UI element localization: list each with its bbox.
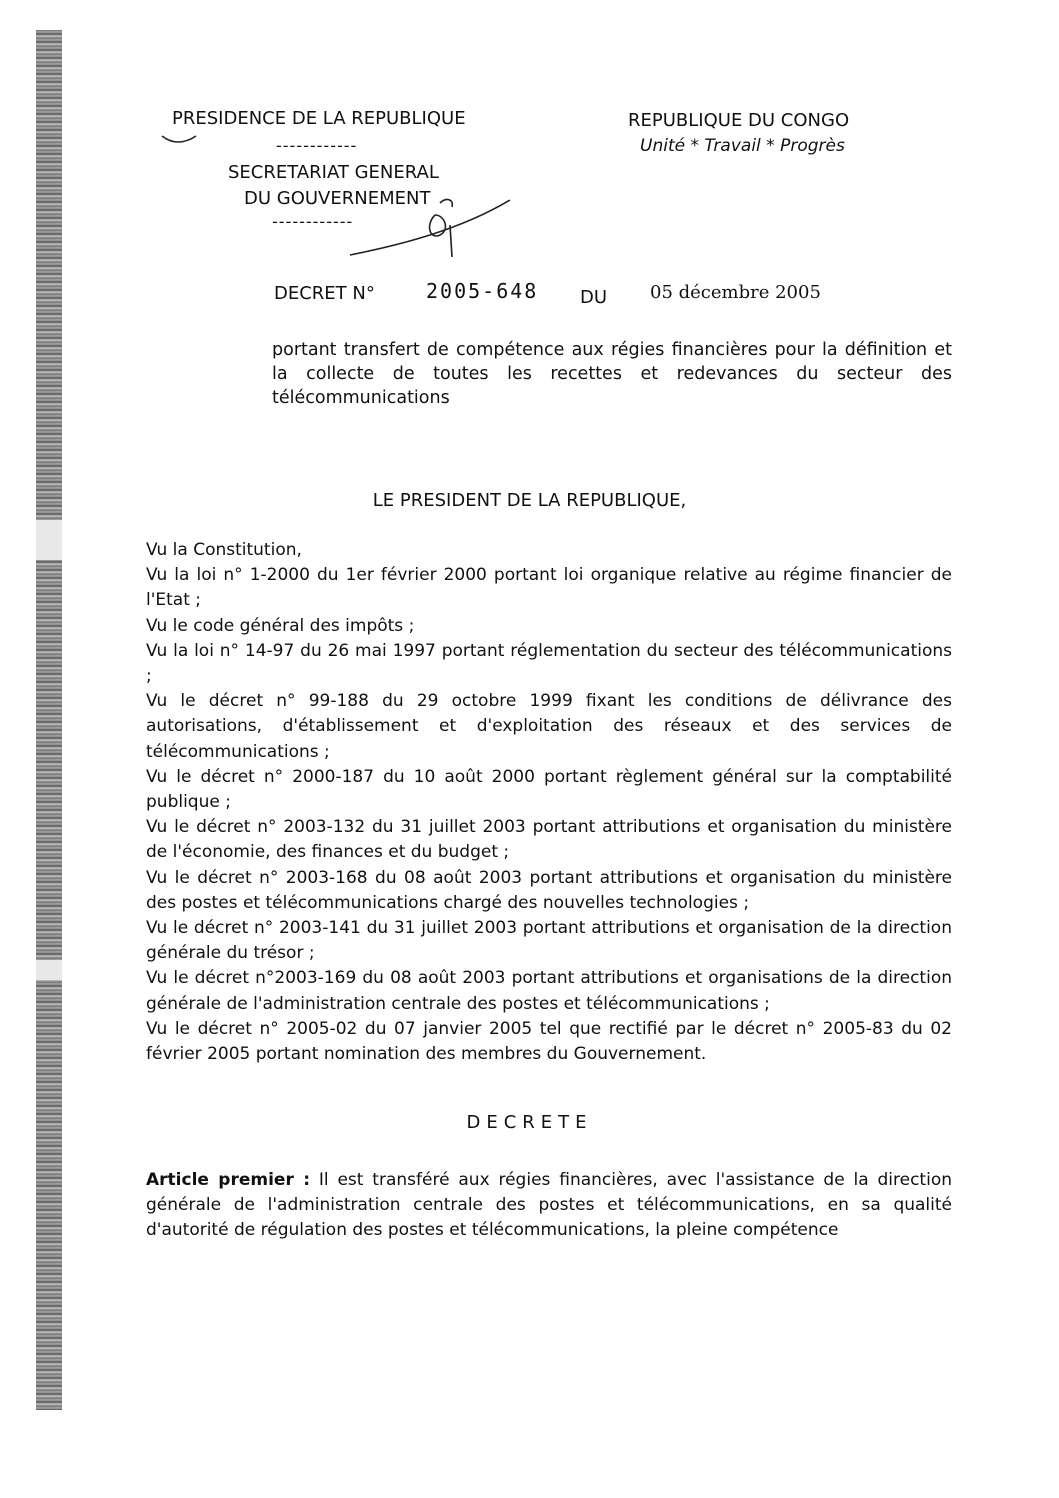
scan-edge bbox=[36, 30, 62, 1410]
decrete-heading: DECRETE bbox=[466, 1112, 593, 1133]
header-presidence: PRESIDENCE DE LA REPUBLIQUE bbox=[172, 108, 466, 129]
decree-label: DECRET N° bbox=[274, 283, 375, 304]
article-lead: Article premier : bbox=[146, 1170, 311, 1190]
article-premier bbox=[146, 1168, 952, 1244]
header-republique: REPUBLIQUE DU CONGO bbox=[628, 110, 850, 131]
scan-edge-gap bbox=[36, 520, 62, 560]
decree-date: 05 décembre 2005 bbox=[650, 282, 821, 303]
visa-item: Vu le décret n° 2005-02 du 07 janvier 2005 tel que rectifié par le décret n° 2005-83 du 02 février 2005 portant nomination des membres du Gouvernement. bbox=[146, 1018, 952, 1065]
scan-edge-gap bbox=[36, 960, 62, 980]
visa-item: Vu le décret n° 99-188 du 29 octobre 1999 fixant les conditions de délivrance des autorisations, d'établissement et d'exploitation des réseaux et des services de télécommunications ; bbox=[146, 691, 952, 762]
visa-item: Vu la Constitution, bbox=[146, 540, 302, 560]
visa-item: Vu la loi n° 14-97 du 26 mai 1997 portant réglementation du secteur des télécommunications ; bbox=[146, 640, 952, 687]
visa-item: Vu le code général des impôts ; bbox=[146, 615, 415, 636]
visa-item: Vu le décret n° 2003-168 du 08 août 2003 portant attributions et organisation du ministère des postes et télécommunications chargé des nouvelles technologies ; bbox=[146, 867, 952, 913]
header-dash-1: ------------ bbox=[276, 136, 358, 155]
header-dash-2: ------------ bbox=[272, 212, 354, 231]
handwritten-initial bbox=[340, 185, 520, 265]
visa-item: Vu le décret n° 2003-141 du 31 juillet 2003 portant attributions et organisation de la direction générale du trésor ; bbox=[146, 918, 952, 964]
article-text: Il est transféré aux régies financières, avec l'assistance de la direction générale de l'administration centrale des postes et télécommunications, en sa qualité d'autorité de régulation des postes et télécommunications, la pleine compétence bbox=[146, 1170, 953, 1241]
president-heading: LE PRESIDENT DE LA REPUBLIQUE, bbox=[372, 490, 687, 511]
visa-item: Vu le décret n°2003-169 du 08 août 2003 portant attributions et organisations de la direction générale de l'administration centrale des postes et télécommunications ; bbox=[146, 968, 952, 1014]
header-motto: Unité * Travail * Progrès bbox=[640, 136, 845, 156]
pen-mark bbox=[160, 132, 200, 146]
visa-item: Vu la loi n° 1-2000 du 1er février 2000 portant loi organique relative au régime financier de l'Etat ; bbox=[146, 565, 952, 611]
header-secretariat: SECRETARIAT GENERAL bbox=[228, 162, 439, 183]
decree-number: 2005-648 bbox=[426, 279, 539, 303]
header-gouvernement: DU GOUVERNEMENT bbox=[244, 188, 431, 209]
visa-item: Vu le décret n° 2003-132 du 31 juillet 2003 portant attributions et organisation du ministère de l'économie, des finances et du budget ; bbox=[146, 817, 952, 863]
decree-subject: portant transfert de compétence aux régies financières pour la définition et la collecte de toutes les recettes et redevances du secteur des télécommunications bbox=[272, 340, 952, 408]
decree-du: DU bbox=[580, 287, 608, 308]
visa-item: Vu le décret n° 2000-187 du 10 août 2000 portant règlement général sur la comptabilité publique ; bbox=[146, 766, 952, 813]
visas-list bbox=[146, 538, 952, 1067]
